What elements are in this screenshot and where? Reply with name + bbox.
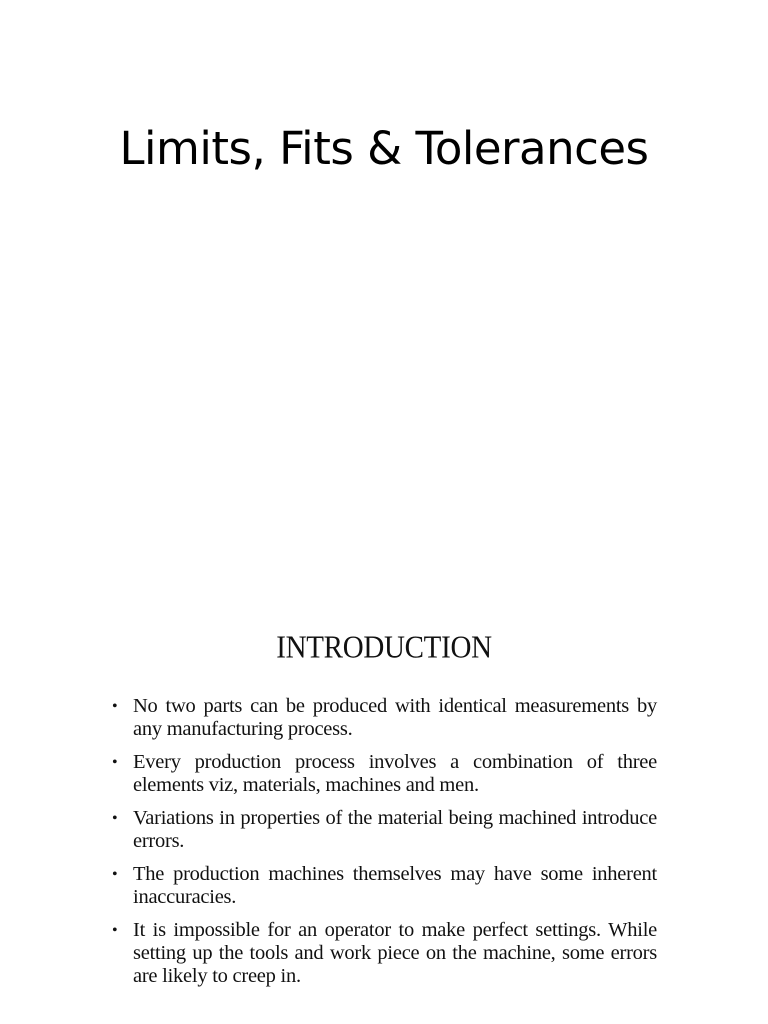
bullet-item [112, 751, 657, 797]
bullet-icon: • [112, 922, 118, 939]
bullet-icon: • [112, 810, 118, 827]
bullet-item [112, 863, 657, 909]
bullet-item [112, 807, 657, 853]
bullet-icon: • [112, 866, 118, 883]
bullet-text: No two parts can be produced with identical measurements by any manufacturing process. [133, 695, 657, 740]
bullet-text: It is impossible for an operator to make perfect settings. While setting up the tools and work piece on the machine, some errors are likely to creep in. [133, 919, 657, 987]
bullet-item [112, 695, 657, 741]
introduction-heading: INTRODUCTION [276, 630, 492, 666]
bullet-text: Every production process involves a combination of three elements viz, materials, machines and men. [133, 751, 657, 796]
bullet-icon: • [112, 698, 118, 715]
bullet-text: Variations in properties of the material being machined introduce errors. [133, 807, 657, 852]
bullet-icon: • [112, 754, 118, 771]
bullet-item [112, 919, 657, 988]
bullet-text: The production machines themselves may have some inherent inaccuracies. [133, 863, 657, 908]
introduction-bullet-list [112, 695, 657, 998]
slide-title: Limits, Fits & Tolerances [119, 122, 649, 175]
